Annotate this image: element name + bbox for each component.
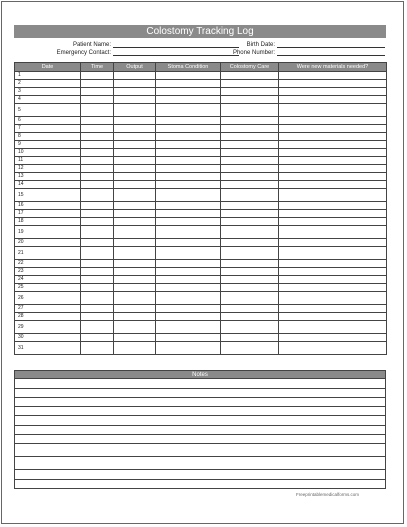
table-cell[interactable] bbox=[156, 117, 221, 125]
table-cell[interactable] bbox=[221, 181, 279, 189]
notes-header: Notes bbox=[14, 370, 386, 379]
col-header-colostomy-care: Colostomy Care bbox=[221, 63, 279, 72]
table-cell[interactable] bbox=[279, 202, 387, 210]
table-cell[interactable] bbox=[81, 202, 114, 210]
table-row bbox=[15, 321, 387, 334]
table-cell[interactable] bbox=[156, 239, 221, 247]
row-number[interactable]: 23 bbox=[15, 268, 81, 276]
table-cell[interactable] bbox=[279, 260, 387, 268]
table-cell[interactable] bbox=[81, 226, 114, 239]
table-row bbox=[15, 181, 387, 189]
table-cell[interactable] bbox=[114, 181, 156, 189]
table-row bbox=[15, 247, 387, 260]
row-number[interactable]: 7 bbox=[15, 125, 81, 133]
table-row bbox=[15, 342, 387, 355]
table-row bbox=[15, 218, 387, 226]
row-number[interactable]: 18 bbox=[15, 218, 81, 226]
row-number[interactable]: 17 bbox=[15, 210, 81, 218]
table-row bbox=[15, 149, 387, 157]
notes-line bbox=[15, 456, 385, 457]
notes-line bbox=[15, 415, 385, 416]
table-cell[interactable] bbox=[81, 260, 114, 268]
table-cell[interactable] bbox=[81, 321, 114, 334]
table-cell[interactable] bbox=[279, 305, 387, 313]
table-cell[interactable] bbox=[114, 96, 156, 104]
table-cell[interactable] bbox=[156, 149, 221, 157]
table-row bbox=[15, 226, 387, 239]
table-cell[interactable] bbox=[279, 88, 387, 96]
table-cell[interactable] bbox=[114, 133, 156, 141]
notes-area[interactable] bbox=[14, 379, 386, 489]
table-cell[interactable] bbox=[156, 133, 221, 141]
footer-text: Freeprintablemedicalforms.com bbox=[295, 492, 359, 497]
table-row bbox=[15, 104, 387, 117]
table-cell[interactable] bbox=[279, 321, 387, 334]
table-cell[interactable] bbox=[221, 276, 279, 284]
table-cell[interactable] bbox=[114, 305, 156, 313]
table-cell[interactable] bbox=[221, 305, 279, 313]
table-cell[interactable] bbox=[114, 141, 156, 149]
table-cell[interactable] bbox=[221, 247, 279, 260]
table-cell[interactable] bbox=[81, 276, 114, 284]
table-cell[interactable] bbox=[156, 321, 221, 334]
table-cell[interactable] bbox=[81, 334, 114, 342]
table-cell[interactable] bbox=[221, 260, 279, 268]
table-cell[interactable] bbox=[279, 239, 387, 247]
table-cell[interactable] bbox=[114, 321, 156, 334]
table-cell[interactable] bbox=[156, 173, 221, 181]
row-number[interactable]: 21 bbox=[15, 247, 81, 260]
table-cell[interactable] bbox=[156, 157, 221, 165]
table-row bbox=[15, 313, 387, 321]
table-cell[interactable] bbox=[81, 149, 114, 157]
table-cell[interactable] bbox=[221, 342, 279, 355]
table-cell[interactable] bbox=[114, 210, 156, 218]
table-cell[interactable] bbox=[221, 239, 279, 247]
table-cell[interactable] bbox=[279, 117, 387, 125]
table-cell[interactable] bbox=[114, 247, 156, 260]
table-cell[interactable] bbox=[81, 133, 114, 141]
table-cell[interactable] bbox=[156, 96, 221, 104]
table-cell[interactable] bbox=[81, 239, 114, 247]
table-cell[interactable] bbox=[221, 88, 279, 96]
table-cell[interactable] bbox=[279, 104, 387, 117]
table-cell[interactable] bbox=[156, 125, 221, 133]
table-row bbox=[15, 210, 387, 218]
table-row bbox=[15, 284, 387, 292]
table-cell[interactable] bbox=[221, 72, 279, 80]
table-row bbox=[15, 133, 387, 141]
phone-number-label: Phone Number: bbox=[232, 50, 275, 56]
table-cell[interactable] bbox=[221, 292, 279, 305]
table-cell[interactable] bbox=[156, 313, 221, 321]
table-cell[interactable] bbox=[156, 165, 221, 173]
table-cell[interactable] bbox=[156, 202, 221, 210]
table-cell[interactable] bbox=[221, 218, 279, 226]
table-cell[interactable] bbox=[221, 141, 279, 149]
table-header-row bbox=[15, 63, 387, 72]
log-table-body bbox=[15, 72, 387, 355]
table-cell[interactable] bbox=[279, 276, 387, 284]
notes-line bbox=[15, 443, 385, 444]
table-cell[interactable] bbox=[221, 133, 279, 141]
table-cell[interactable] bbox=[279, 226, 387, 239]
table-cell[interactable] bbox=[279, 189, 387, 202]
table-cell[interactable] bbox=[221, 321, 279, 334]
table-cell[interactable] bbox=[221, 117, 279, 125]
table-cell[interactable] bbox=[221, 284, 279, 292]
table-cell[interactable] bbox=[221, 149, 279, 157]
notes-line bbox=[15, 479, 385, 480]
table-cell[interactable] bbox=[114, 276, 156, 284]
table-cell[interactable] bbox=[221, 157, 279, 165]
table-cell[interactable] bbox=[279, 334, 387, 342]
birth-date-label: Birth Date: bbox=[246, 42, 275, 48]
table-cell[interactable] bbox=[279, 96, 387, 104]
table-cell[interactable] bbox=[156, 210, 221, 218]
row-number[interactable]: 5 bbox=[15, 104, 81, 117]
table-cell[interactable] bbox=[114, 104, 156, 117]
table-cell[interactable] bbox=[114, 72, 156, 80]
table-cell[interactable] bbox=[81, 104, 114, 117]
table-cell[interactable] bbox=[156, 80, 221, 88]
table-cell[interactable] bbox=[81, 157, 114, 165]
table-cell[interactable] bbox=[81, 72, 114, 80]
row-number[interactable]: 12 bbox=[15, 165, 81, 173]
table-cell[interactable] bbox=[114, 218, 156, 226]
table-cell[interactable] bbox=[221, 210, 279, 218]
row-number[interactable]: 15 bbox=[15, 189, 81, 202]
col-header-date: Date bbox=[15, 63, 81, 72]
row-number[interactable]: 11 bbox=[15, 157, 81, 165]
row-number[interactable]: 29 bbox=[15, 321, 81, 334]
table-cell[interactable] bbox=[221, 313, 279, 321]
table-cell[interactable] bbox=[81, 88, 114, 96]
table-cell[interactable] bbox=[114, 165, 156, 173]
table-cell[interactable] bbox=[279, 149, 387, 157]
row-number[interactable]: 6 bbox=[15, 117, 81, 125]
table-cell[interactable] bbox=[81, 181, 114, 189]
table-cell[interactable] bbox=[221, 165, 279, 173]
table-cell[interactable] bbox=[156, 284, 221, 292]
form-title: Colostomy Tracking Log bbox=[14, 25, 386, 38]
table-cell[interactable] bbox=[114, 125, 156, 133]
row-number[interactable]: 20 bbox=[15, 239, 81, 247]
table-cell[interactable] bbox=[114, 226, 156, 239]
table-cell[interactable] bbox=[81, 80, 114, 88]
row-number[interactable]: 25 bbox=[15, 284, 81, 292]
table-cell[interactable] bbox=[114, 260, 156, 268]
table-cell[interactable] bbox=[114, 157, 156, 165]
notes-line bbox=[15, 469, 385, 470]
table-cell[interactable] bbox=[81, 247, 114, 260]
row-number[interactable]: 31 bbox=[15, 342, 81, 355]
table-cell[interactable] bbox=[81, 313, 114, 321]
table-cell[interactable] bbox=[221, 268, 279, 276]
table-row bbox=[15, 165, 387, 173]
patient-name-field[interactable] bbox=[113, 47, 239, 48]
notes-line bbox=[15, 425, 385, 426]
table-cell[interactable] bbox=[156, 104, 221, 117]
col-header-time: Time bbox=[81, 63, 114, 72]
table-cell[interactable] bbox=[279, 72, 387, 80]
table-row bbox=[15, 157, 387, 165]
table-cell[interactable] bbox=[156, 141, 221, 149]
table-cell[interactable] bbox=[114, 268, 156, 276]
table-cell[interactable] bbox=[279, 165, 387, 173]
patient-name-label: Patient Name: bbox=[72, 42, 111, 48]
table-cell[interactable] bbox=[279, 133, 387, 141]
table-cell[interactable] bbox=[279, 218, 387, 226]
row-number[interactable]: 10 bbox=[15, 149, 81, 157]
col-header-new-materials: Were new materials needed? bbox=[279, 63, 387, 72]
table-row bbox=[15, 239, 387, 247]
table-cell[interactable] bbox=[221, 226, 279, 239]
row-number[interactable]: 2 bbox=[15, 80, 81, 88]
row-number[interactable]: 30 bbox=[15, 334, 81, 342]
table-row bbox=[15, 117, 387, 125]
table-cell[interactable] bbox=[114, 202, 156, 210]
table-cell[interactable] bbox=[114, 284, 156, 292]
table-cell[interactable] bbox=[156, 226, 221, 239]
log-table bbox=[14, 62, 387, 355]
table-cell[interactable] bbox=[81, 96, 114, 104]
table-row bbox=[15, 141, 387, 149]
row-number[interactable]: 4 bbox=[15, 96, 81, 104]
table-cell[interactable] bbox=[156, 334, 221, 342]
table-row bbox=[15, 260, 387, 268]
table-cell[interactable] bbox=[114, 334, 156, 342]
row-number[interactable]: 24 bbox=[15, 276, 81, 284]
table-cell[interactable] bbox=[81, 218, 114, 226]
table-cell[interactable] bbox=[221, 96, 279, 104]
table-cell[interactable] bbox=[221, 173, 279, 181]
emergency-contact-field[interactable] bbox=[113, 55, 239, 56]
table-row bbox=[15, 125, 387, 133]
table-cell[interactable] bbox=[156, 342, 221, 355]
table-cell[interactable] bbox=[156, 247, 221, 260]
table-cell[interactable] bbox=[279, 292, 387, 305]
table-cell[interactable] bbox=[279, 173, 387, 181]
table-cell[interactable] bbox=[156, 305, 221, 313]
table-cell[interactable] bbox=[156, 189, 221, 202]
col-header-stoma-condition: Stoma Condition bbox=[156, 63, 221, 72]
phone-number-field[interactable] bbox=[277, 55, 385, 56]
table-row bbox=[15, 72, 387, 80]
table-cell[interactable] bbox=[156, 218, 221, 226]
table-row bbox=[15, 268, 387, 276]
table-cell[interactable] bbox=[114, 313, 156, 321]
notes-line bbox=[15, 406, 385, 407]
table-cell[interactable] bbox=[279, 80, 387, 88]
table-cell[interactable] bbox=[156, 292, 221, 305]
table-cell[interactable] bbox=[81, 165, 114, 173]
table-cell[interactable] bbox=[81, 173, 114, 181]
emergency-contact-label: Emergency Contact: bbox=[56, 50, 111, 56]
table-cell[interactable] bbox=[114, 239, 156, 247]
table-cell[interactable] bbox=[156, 72, 221, 80]
table-row bbox=[15, 305, 387, 313]
table-cell[interactable] bbox=[279, 181, 387, 189]
row-number[interactable]: 19 bbox=[15, 226, 81, 239]
table-cell[interactable] bbox=[114, 342, 156, 355]
notes-line bbox=[15, 434, 385, 435]
row-number[interactable]: 22 bbox=[15, 260, 81, 268]
table-cell[interactable] bbox=[81, 342, 114, 355]
table-cell[interactable] bbox=[279, 313, 387, 321]
table-cell[interactable] bbox=[156, 260, 221, 268]
table-cell[interactable] bbox=[279, 342, 387, 355]
row-number[interactable]: 9 bbox=[15, 141, 81, 149]
notes-line bbox=[15, 397, 385, 398]
table-cell[interactable] bbox=[114, 80, 156, 88]
row-number[interactable]: 8 bbox=[15, 133, 81, 141]
table-row bbox=[15, 276, 387, 284]
table-cell[interactable] bbox=[221, 189, 279, 202]
table-cell[interactable] bbox=[81, 305, 114, 313]
table-cell[interactable] bbox=[81, 117, 114, 125]
table-cell[interactable] bbox=[279, 210, 387, 218]
table-cell[interactable] bbox=[156, 268, 221, 276]
table-cell[interactable] bbox=[221, 80, 279, 88]
table-row bbox=[15, 189, 387, 202]
birth-date-field[interactable] bbox=[277, 47, 385, 48]
table-cell[interactable] bbox=[279, 141, 387, 149]
table-row bbox=[15, 80, 387, 88]
table-row bbox=[15, 173, 387, 181]
row-number[interactable]: 16 bbox=[15, 202, 81, 210]
row-number[interactable]: 1 bbox=[15, 72, 81, 80]
table-cell[interactable] bbox=[279, 125, 387, 133]
table-row bbox=[15, 96, 387, 104]
table-cell[interactable] bbox=[81, 210, 114, 218]
row-number[interactable]: 3 bbox=[15, 88, 81, 96]
table-cell[interactable] bbox=[114, 189, 156, 202]
table-cell[interactable] bbox=[221, 125, 279, 133]
table-cell[interactable] bbox=[81, 125, 114, 133]
table-cell[interactable] bbox=[156, 88, 221, 96]
table-cell[interactable] bbox=[81, 268, 114, 276]
col-header-output: Output bbox=[114, 63, 156, 72]
table-row bbox=[15, 202, 387, 210]
table-cell[interactable] bbox=[114, 292, 156, 305]
table-cell[interactable] bbox=[81, 292, 114, 305]
table-cell[interactable] bbox=[114, 88, 156, 96]
table-cell[interactable] bbox=[279, 284, 387, 292]
table-cell[interactable] bbox=[221, 334, 279, 342]
table-cell[interactable] bbox=[114, 173, 156, 181]
row-number[interactable]: 14 bbox=[15, 181, 81, 189]
notes-line bbox=[15, 388, 385, 389]
table-cell[interactable] bbox=[81, 284, 114, 292]
table-cell[interactable] bbox=[81, 141, 114, 149]
table-cell[interactable] bbox=[156, 181, 221, 189]
row-number[interactable]: 27 bbox=[15, 305, 81, 313]
table-cell[interactable] bbox=[221, 104, 279, 117]
table-cell[interactable] bbox=[279, 247, 387, 260]
table-cell[interactable] bbox=[156, 276, 221, 284]
table-row bbox=[15, 334, 387, 342]
table-cell[interactable] bbox=[279, 268, 387, 276]
table-cell[interactable] bbox=[221, 202, 279, 210]
table-cell[interactable] bbox=[279, 157, 387, 165]
table-cell[interactable] bbox=[81, 189, 114, 202]
table-row bbox=[15, 292, 387, 305]
row-number[interactable]: 28 bbox=[15, 313, 81, 321]
table-cell[interactable] bbox=[114, 149, 156, 157]
table-cell[interactable] bbox=[114, 117, 156, 125]
row-number[interactable]: 26 bbox=[15, 292, 81, 305]
row-number[interactable]: 13 bbox=[15, 173, 81, 181]
table-row bbox=[15, 88, 387, 96]
